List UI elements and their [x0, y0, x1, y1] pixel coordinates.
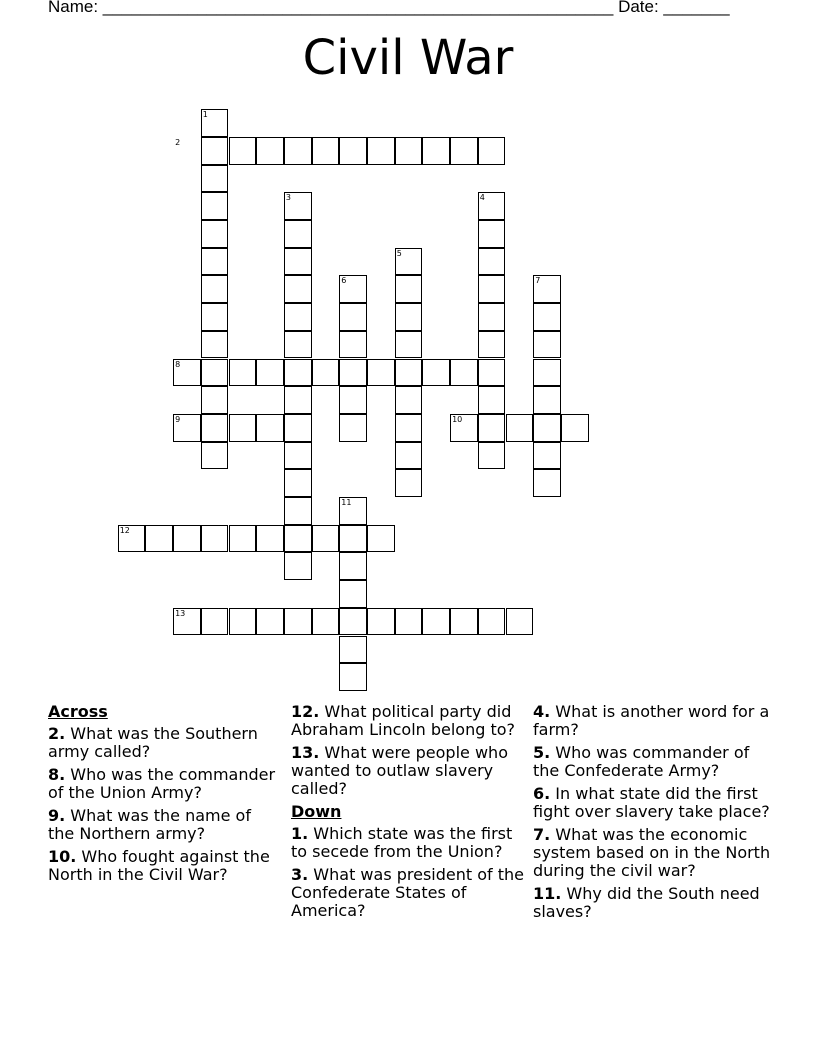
- clue-down-5: 5. Who was commander of the Confederate Army?: [533, 743, 750, 780]
- crossword-cell[interactable]: [533, 386, 561, 414]
- crossword-cell[interactable]: [284, 525, 312, 553]
- crossword-cell[interactable]: [395, 608, 423, 636]
- crossword-cell[interactable]: [478, 359, 506, 387]
- crossword-cell[interactable]: [201, 359, 229, 387]
- crossword-cell[interactable]: [450, 359, 478, 387]
- crossword-cell[interactable]: [533, 275, 561, 303]
- crossword-cell[interactable]: [339, 636, 367, 664]
- crossword-cell[interactable]: [478, 608, 506, 636]
- crossword-cell[interactable]: [422, 137, 450, 165]
- crossword-cell[interactable]: [256, 359, 284, 387]
- across-heading: Across: [48, 702, 108, 721]
- crossword-cell[interactable]: [201, 525, 229, 553]
- crossword-cell[interactable]: [284, 442, 312, 470]
- clue-across-10: 10. Who fought against the North in the Civil War?: [48, 847, 270, 884]
- crossword-cell[interactable]: [201, 109, 229, 137]
- clue-number-label: 13: [175, 608, 186, 618]
- crossword-cell[interactable]: [201, 414, 229, 442]
- crossword-cell[interactable]: [284, 220, 312, 248]
- crossword-cell[interactable]: [395, 386, 423, 414]
- crossword-cell[interactable]: [201, 137, 229, 165]
- clue-number-label: 6: [341, 276, 347, 286]
- crossword-cell[interactable]: [284, 552, 312, 580]
- crossword-cell[interactable]: [339, 303, 367, 331]
- crossword-cell[interactable]: [229, 137, 257, 165]
- crossword-cell[interactable]: [339, 663, 367, 691]
- clue-number-label: 7: [535, 276, 541, 286]
- clue-down-7: 7. What was the economic system based on in the North during the civil war?: [533, 825, 771, 880]
- crossword-cell[interactable]: [339, 275, 367, 303]
- clue-across-13: 13. What were people who wanted to outlaw slavery called?: [291, 743, 508, 798]
- crossword-cell[interactable]: [339, 386, 367, 414]
- name-date-line: Name: ______________________________________________________ Date: _______: [48, 0, 730, 16]
- crossword-cell[interactable]: [395, 331, 423, 359]
- crossword-cell[interactable]: [229, 525, 257, 553]
- crossword-cell[interactable]: [256, 608, 284, 636]
- clues-column-3: [533, 703, 773, 926]
- crossword-cell[interactable]: [284, 608, 312, 636]
- crossword-cell[interactable]: [422, 608, 450, 636]
- crossword-cell[interactable]: [533, 469, 561, 497]
- clue-down-11: 11. Why did the South need slaves?: [533, 884, 760, 921]
- clue-down-4: 4. What is another word for a farm?: [533, 702, 770, 739]
- crossword-cell[interactable]: [201, 608, 229, 636]
- crossword-cell[interactable]: [312, 608, 340, 636]
- crossword-cell[interactable]: [339, 525, 367, 553]
- crossword-cell[interactable]: [201, 192, 229, 220]
- crossword-cell[interactable]: [395, 137, 423, 165]
- crossword-cell[interactable]: [256, 525, 284, 553]
- clue-down-1: 1. Which state was the first to secede from the Union?: [291, 824, 513, 861]
- crossword-cell[interactable]: [229, 359, 257, 387]
- crossword-cell[interactable]: [395, 303, 423, 331]
- down-heading: Down: [291, 802, 342, 821]
- clue-across-9: 9. What was the name of the Northern army?: [48, 806, 251, 843]
- crossword-cell[interactable]: [173, 359, 201, 387]
- crossword-cell[interactable]: [533, 303, 561, 331]
- clue-number-label: 1: [202, 110, 208, 120]
- crossword-cell[interactable]: [173, 608, 201, 636]
- crossword-cell[interactable]: [312, 137, 340, 165]
- crossword-cell[interactable]: [339, 497, 367, 525]
- crossword-cell[interactable]: [229, 608, 257, 636]
- crossword-cell[interactable]: [201, 442, 229, 470]
- crossword-cell[interactable]: [173, 525, 201, 553]
- crossword-cell[interactable]: [339, 414, 367, 442]
- crossword-cell[interactable]: [478, 137, 506, 165]
- crossword-cell[interactable]: [312, 525, 340, 553]
- crossword-cell[interactable]: [395, 275, 423, 303]
- crossword-cell[interactable]: [478, 331, 506, 359]
- clue-across-2: 2. What was the Southern army called?: [48, 724, 258, 761]
- clue-across-12: 12. What political party did Abraham Lincoln belong to?: [291, 702, 516, 739]
- clue-down-6: 6. In what state did the first fight over slavery take place?: [533, 784, 770, 821]
- crossword-cell[interactable]: [533, 442, 561, 470]
- crossword-cell[interactable]: [256, 414, 284, 442]
- crossword-cell[interactable]: [284, 192, 312, 220]
- crossword-cell[interactable]: [395, 414, 423, 442]
- clues-column-2: [291, 703, 525, 925]
- crossword-cell[interactable]: [478, 442, 506, 470]
- crossword-cell[interactable]: [201, 248, 229, 276]
- crossword-cell[interactable]: [450, 414, 478, 442]
- crossword-cell[interactable]: [339, 608, 367, 636]
- crossword-cell[interactable]: [533, 331, 561, 359]
- clue-number-label: 4: [479, 193, 485, 203]
- crossword-cell[interactable]: [118, 525, 146, 553]
- crossword-cell[interactable]: [395, 359, 423, 387]
- crossword-cell[interactable]: [478, 220, 506, 248]
- crossword-cell[interactable]: [284, 248, 312, 276]
- crossword-cell[interactable]: [533, 414, 561, 442]
- crossword-cell[interactable]: [478, 414, 506, 442]
- clue-number-label: 9: [175, 414, 181, 424]
- crossword-cell[interactable]: [229, 414, 257, 442]
- crossword-cell[interactable]: [533, 359, 561, 387]
- clue-across-8: 8. Who was the commander of the Union Army?: [48, 765, 276, 802]
- clue-number-label: 8: [175, 359, 181, 369]
- crossword-cell[interactable]: [367, 137, 395, 165]
- crossword-cell[interactable]: [506, 608, 534, 636]
- crossword-cell[interactable]: [201, 220, 229, 248]
- crossword-cell[interactable]: [284, 137, 312, 165]
- crossword-cell[interactable]: [284, 303, 312, 331]
- clue-number-label: 3: [285, 193, 291, 203]
- crossword-cell[interactable]: [201, 386, 229, 414]
- crossword-cell[interactable]: [422, 359, 450, 387]
- crossword-cell[interactable]: [367, 608, 395, 636]
- crossword-cell[interactable]: [367, 359, 395, 387]
- crossword-cell[interactable]: [478, 303, 506, 331]
- crossword-cell[interactable]: [339, 331, 367, 359]
- crossword-cell[interactable]: [339, 359, 367, 387]
- crossword-cell[interactable]: [395, 442, 423, 470]
- crossword-cell[interactable]: [284, 497, 312, 525]
- clue-number-label: 2: [175, 137, 181, 147]
- crossword-cell[interactable]: [173, 414, 201, 442]
- crossword-cell[interactable]: [478, 386, 506, 414]
- clue-number-label: 10: [452, 414, 463, 424]
- crossword-cell[interactable]: [284, 275, 312, 303]
- crossword-cell[interactable]: [312, 359, 340, 387]
- crossword-cell[interactable]: [145, 525, 173, 553]
- crossword-cell[interactable]: [450, 608, 478, 636]
- crossword-cell[interactable]: [478, 192, 506, 220]
- crossword-cell[interactable]: [339, 580, 367, 608]
- crossword-cell[interactable]: [284, 331, 312, 359]
- crossword-cell[interactable]: [201, 275, 229, 303]
- page-title: Civil War: [302, 30, 514, 86]
- crossword-cell[interactable]: [367, 525, 395, 553]
- crossword-cell[interactable]: [395, 469, 423, 497]
- crossword-cell[interactable]: [284, 386, 312, 414]
- crossword-cell[interactable]: [395, 248, 423, 276]
- crossword-cell[interactable]: [561, 414, 589, 442]
- clue-number-label: 11: [341, 498, 352, 507]
- clue-number-label: 12: [119, 525, 130, 535]
- crossword-cell[interactable]: [201, 331, 229, 359]
- crossword-cell[interactable]: [284, 414, 312, 442]
- crossword-cell[interactable]: [478, 275, 506, 303]
- clues-column-1: [48, 703, 280, 889]
- crossword-cell[interactable]: [339, 552, 367, 580]
- crossword-cell[interactable]: [284, 469, 312, 497]
- crossword-cell[interactable]: [339, 137, 367, 165]
- clue-down-3: 3. What was president of the Confederate States of America?: [291, 865, 525, 920]
- crossword-cell[interactable]: [256, 137, 284, 165]
- crossword-cell[interactable]: [201, 303, 229, 331]
- crossword-cell[interactable]: [284, 359, 312, 387]
- crossword-cell[interactable]: [201, 165, 229, 193]
- crossword-cell[interactable]: [506, 414, 534, 442]
- clue-number-label: 5: [396, 248, 402, 258]
- crossword-cell[interactable]: [478, 248, 506, 276]
- crossword-cell[interactable]: [450, 137, 478, 165]
